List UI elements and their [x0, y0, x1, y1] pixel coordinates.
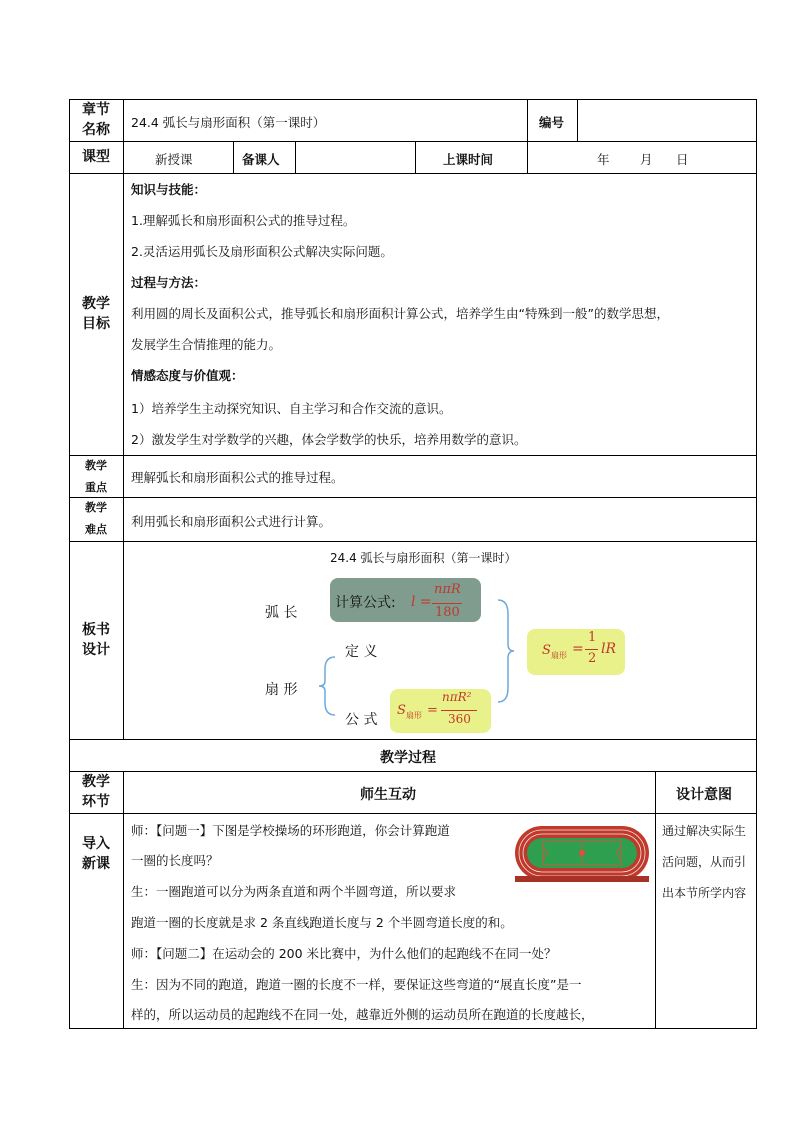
intent-line-2: 活问题，从而引: [662, 855, 747, 869]
row-divider: [69, 771, 757, 772]
lesson-type-label: 课型: [82, 149, 110, 165]
knowledge-heading: 知识与技能：: [131, 182, 207, 197]
goals-label: 教学 目标: [82, 296, 110, 332]
right-bracket: [496, 598, 516, 704]
emotion-item-1: 1）培养学生主动探究知识、自主学习和合作交流的意识。: [131, 401, 452, 416]
arc-length-label: 弧 长: [265, 605, 298, 621]
process-heading: 过程与方法：: [131, 275, 207, 290]
right-formula-denominator: 2: [588, 651, 597, 666]
year-label: 年: [597, 152, 610, 167]
number-label: 编号: [539, 115, 565, 130]
intro-line-3: 生：一圈跑道可以分为两条直道和两个半圆弯道，所以要求: [131, 884, 457, 899]
difficulty-label: 教学 难点: [85, 501, 107, 536]
row-divider: [69, 541, 757, 542]
sector-bracket: [317, 655, 339, 717]
right-formula-s: S: [542, 643, 551, 658]
row-divider: [69, 497, 757, 498]
sector-fraction-bar: [441, 710, 477, 711]
intro-line-6: 生：因为不同的跑道，跑道一圈的长度不一样，要保证这些弯道的“展直长度”是一: [131, 977, 582, 992]
intent-column-header: 设计意图: [676, 787, 732, 803]
col-divider: [527, 141, 528, 173]
col-divider: [655, 771, 656, 1029]
process-title: 教学过程: [380, 750, 436, 766]
knowledge-item-1: 1.理解弧长和扇形面积公式的推导过程。: [131, 213, 356, 228]
focus-text: 理解弧长和扇形面积公式的推导过程。: [131, 470, 344, 485]
right-formula-eq: =: [572, 641, 584, 657]
col-divider: [295, 141, 296, 173]
chapter-label: 章节 名称: [82, 102, 110, 138]
interaction-column-header: 师生互动: [360, 787, 416, 803]
col-divider: [415, 141, 416, 173]
process-text-1: 利用圆的周长及面积公式，推导弧长和扇形面积计算公式，培养学生由“特殊到一般”的数学思想，: [131, 306, 669, 321]
board-title: 24.4 弧长与扇形面积（第一课时）: [330, 551, 517, 565]
lesson-type-value: 新授课: [155, 152, 193, 167]
sector-formula-numerator: nπR²: [442, 690, 472, 704]
intro-label: 导入 新课: [82, 836, 110, 872]
knowledge-item-2: 2.灵活运用弧长及扇形面积公式解决实际问题。: [131, 244, 393, 259]
sector-label: 扇 形: [265, 682, 298, 698]
col-divider: [577, 99, 578, 141]
intro-line-4: 跑道一圈的长度就是求 2 条直线跑道长度与 2 个半圆弯道长度的和。: [131, 915, 513, 930]
definition-label: 定 义: [345, 644, 378, 660]
intro-line-5: 师：【问题二】在运动会的 200 米比赛中，为什么他们的起跑线不在同一处？: [131, 946, 557, 961]
right-formula-sub: 扇形: [551, 651, 567, 660]
class-time-label: 上课时间: [443, 152, 494, 167]
sector-formula-s: S: [397, 703, 406, 718]
difficulty-text: 利用弧长和扇形面积公式进行计算。: [131, 514, 332, 529]
focus-label: 教学 重点: [85, 459, 107, 494]
intro-line-7: 样的，所以运动员的起跑线不在同一处，越靠近外侧的运动员所在跑道的长度越长，: [131, 1007, 594, 1022]
intent-line-1: 通过解决实际生: [662, 824, 747, 838]
chapter-value: 24.4 弧长与扇形面积（第一课时）: [131, 115, 326, 130]
calc-formula-label: 计算公式:: [335, 595, 396, 611]
day-label: 日: [676, 152, 689, 167]
running-track-image: [513, 820, 651, 884]
sector-formula-eq: =: [427, 703, 438, 718]
col-divider: [527, 99, 528, 141]
sector-formula-denominator: 360: [448, 712, 471, 726]
arc-fraction-bar: [432, 603, 462, 604]
right-formula-tail: lR: [601, 641, 617, 657]
intent-line-3: 出本节所学内容: [662, 886, 747, 900]
arc-formula-denominator: 180: [435, 605, 460, 620]
month-label: 月: [640, 152, 653, 167]
right-formula-numerator: 1: [588, 630, 597, 645]
formula-label: 公 式: [345, 712, 378, 728]
col-divider: [123, 771, 124, 1029]
stage-column-header: 教学 环节: [82, 774, 110, 810]
preparer-label: 备课人: [242, 152, 280, 167]
col-divider: [233, 141, 234, 173]
emotion-heading: 情感态度与价值观：: [131, 368, 244, 383]
col-divider: [123, 99, 124, 739]
board-label: 板书 设计: [82, 622, 110, 658]
arc-formula-lhs: l =: [411, 594, 432, 610]
process-text-2: 发展学生合情推理的能力。: [131, 337, 282, 352]
row-divider: [69, 739, 757, 740]
sector-formula-sub: 扇形: [406, 711, 422, 720]
row-divider: [69, 455, 757, 456]
emotion-item-2: 2）激发学生对学数学的兴趣，体会学数学的快乐，培养用数学的意识。: [131, 432, 527, 447]
right-fraction-bar: [585, 649, 598, 650]
intro-line-2: 一圈的长度吗？: [131, 853, 219, 868]
intro-line-1: 师：【问题一】下图是学校操场的环形跑道，你会计算跑道: [131, 823, 450, 838]
row-divider: [69, 813, 757, 814]
row-divider: [69, 141, 757, 142]
arc-formula-numerator: nπR: [434, 582, 461, 597]
